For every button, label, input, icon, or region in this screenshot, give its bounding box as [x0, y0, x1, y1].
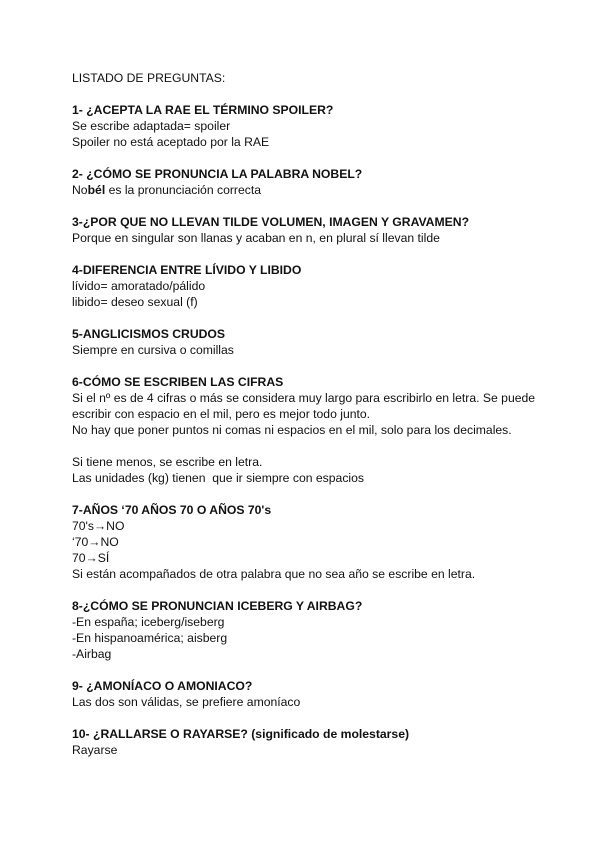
question-title: 9- ¿AMONÍACO O AMONIACO? — [72, 679, 253, 693]
paragraph-gap — [72, 438, 542, 454]
question-3 — [72, 214, 542, 246]
answer-line: Si el nº es de 4 cifras o más se considera muy largo para escribirlo en letra. Se puede escribir con espacio en el mil, pero es mejor todo junto. — [72, 391, 539, 421]
question-5 — [72, 326, 542, 358]
answer-line: -En españa; iceberg/iseberg — [72, 615, 225, 629]
question-9 — [72, 678, 542, 710]
answer-line: -Airbag — [72, 647, 112, 661]
document-page — [72, 70, 542, 774]
answer-line: 70's→NO — [72, 519, 125, 533]
question-title: 8-¿CÓMO SE PRONUNCIAN ICEBERG Y AIRBAG? — [72, 599, 363, 613]
question-title: 6-CÓMO SE ESCRIBEN LAS CIFRAS — [72, 375, 284, 389]
answer-line: ‘70→NO — [72, 535, 119, 549]
answer-line: Siempre en cursiva o comillas — [72, 343, 234, 357]
answer-line — [72, 182, 542, 198]
question-title: 1- ¿ACEPTA LA RAE EL TÉRMINO SPOILER? — [72, 103, 334, 117]
question-title: 7-AÑOS ‘70 AÑOS 70 O AÑOS 70's — [72, 503, 272, 517]
question-10 — [72, 726, 542, 758]
question-title: 5-ANGLICISMOS CRUDOS — [72, 327, 226, 341]
question-title: 4-DIFERENCIA ENTRE LÍVIDO Y LIBIDO — [72, 263, 302, 277]
answer-line: No hay que poner puntos ni comas ni espacios en el mil, solo para los decimales. — [72, 423, 512, 437]
answer-line: lívido= amoratado/pálido — [72, 279, 206, 293]
answer-line: Las unidades (kg) tienen que ir siempre con espacios — [72, 471, 364, 485]
answer-line: Porque en singular son llanas y acaban en n, en plural sí llevan tilde — [72, 231, 440, 245]
question-4 — [72, 262, 542, 310]
question-2 — [72, 166, 542, 198]
question-title: 3-¿POR QUE NO LLEVAN TILDE VOLUMEN, IMAGEN Y GRAVAMEN? — [72, 215, 470, 229]
question-6 — [72, 374, 542, 486]
document-title: LISTADO DE PREGUNTAS: — [72, 71, 226, 85]
answer-line: Si tiene menos, se escribe en letra. — [72, 455, 263, 469]
answer-line: Las dos son válidas, se prefiere amoníaco — [72, 695, 301, 709]
question-7 — [72, 502, 542, 582]
answer-line: Si están acompañados de otra palabra que no sea año se escribe en letra. — [72, 567, 476, 581]
question-8 — [72, 598, 542, 662]
answer-line: Se escribe adaptada= spoiler — [72, 119, 231, 133]
answer-text-pre: No — [72, 183, 88, 197]
answer-line: -En hispanoamérica; aisberg — [72, 631, 228, 645]
answer-line: Rayarse — [72, 743, 118, 757]
answer-text-post: es la pronunciación correcta — [105, 183, 262, 197]
question-title: 10- ¿RALLARSE O RAYARSE? (significado de molestarse) — [72, 727, 410, 741]
answer-line: Spoiler no está aceptado por la RAE — [72, 135, 270, 149]
answer-line: 70→SÍ — [72, 551, 110, 565]
question-title: 2- ¿CÓMO SE PRONUNCIA LA PALABRA NOBEL? — [72, 167, 363, 181]
answer-text-bold: bél — [87, 183, 106, 197]
question-1 — [72, 102, 542, 150]
answer-line: libido= deseo sexual (f) — [72, 295, 198, 309]
